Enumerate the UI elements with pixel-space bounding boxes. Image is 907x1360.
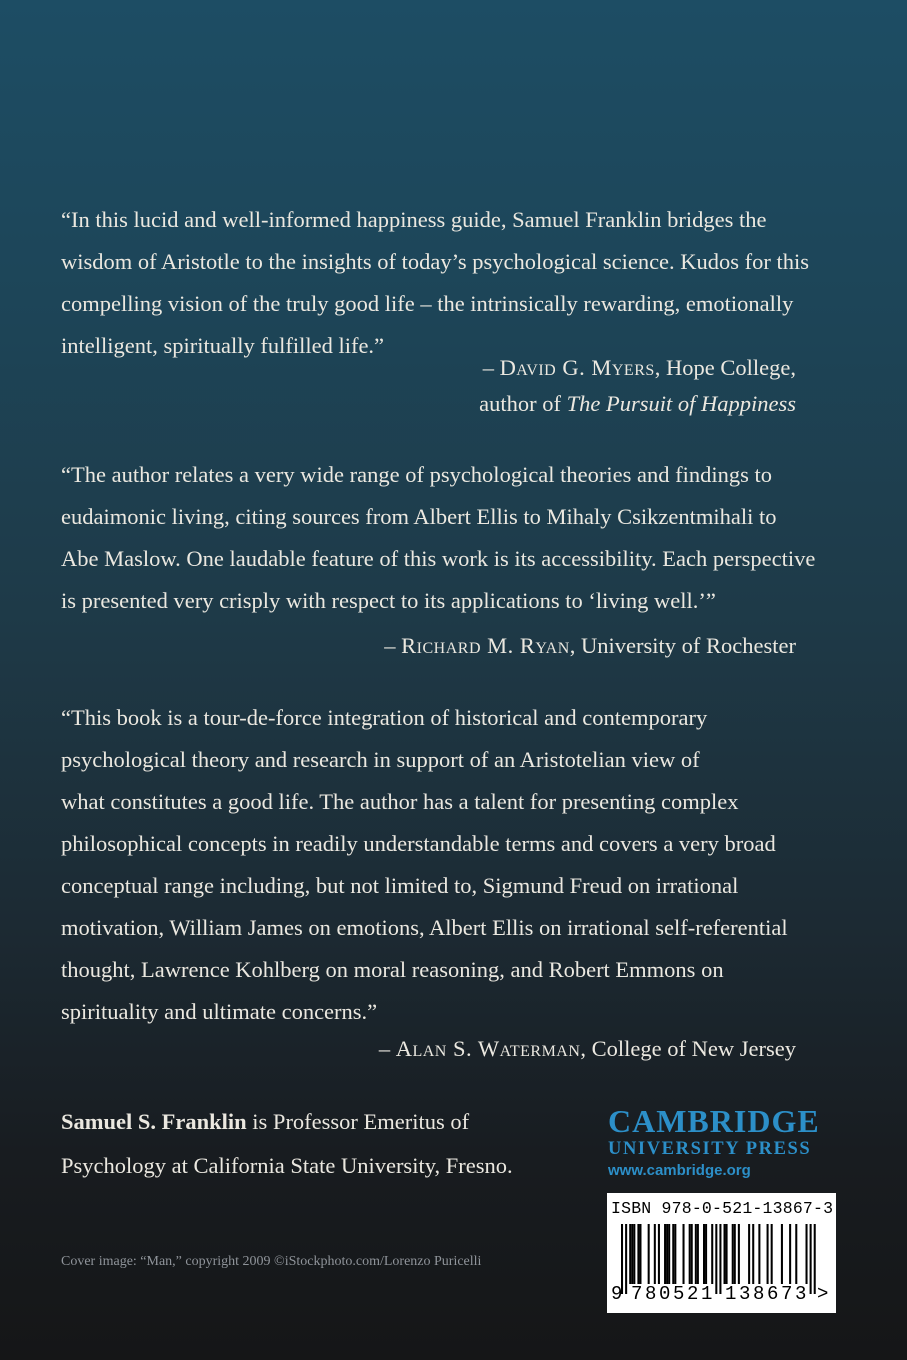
quote-1-attribution — [479, 350, 796, 422]
barcode-bar — [689, 1224, 691, 1284]
author-bio — [61, 1100, 513, 1188]
attribution-name: David G. Myers — [499, 355, 655, 380]
quote-2-attribution — [384, 628, 796, 664]
barcode-bar — [724, 1224, 726, 1284]
publisher-logo — [608, 1104, 836, 1182]
barcode-guard-bar — [719, 1224, 721, 1294]
barcode-bar — [726, 1224, 728, 1284]
publisher-subname: UNIVERSITY PRESS — [608, 1139, 812, 1159]
barcode-bar — [752, 1224, 754, 1284]
barcode-bar — [683, 1224, 685, 1284]
attribution-dash: – — [384, 633, 402, 658]
author-name: Samuel S. Franklin — [61, 1109, 247, 1134]
barcode-guard-bar — [810, 1224, 812, 1294]
barcode-bar — [672, 1224, 674, 1284]
barcode-bar — [697, 1224, 699, 1284]
quote-line: wisdom of Aristotle to the insights of today’s psychological science. Kudos for this — [61, 249, 810, 274]
attribution-name: Alan S. Waterman — [395, 1036, 581, 1061]
barcode-bar — [654, 1224, 656, 1284]
barcode-bar — [806, 1224, 808, 1284]
barcode-bar — [789, 1224, 791, 1284]
attribution-affiliation: , University of Rochester — [569, 633, 796, 658]
barcode-guard-bar — [625, 1224, 627, 1294]
cover-image-credit: Cover image: “Man,” copyright 2009 ©iStockphoto.com/Lorenzo Puricelli — [61, 1254, 482, 1269]
publisher-name: CAMBRIDGE — [608, 1103, 820, 1139]
barcode-bar — [734, 1224, 736, 1284]
barcode-bar — [695, 1224, 697, 1284]
barcode-bar — [691, 1224, 693, 1284]
attribution-dash: – — [378, 1036, 396, 1061]
barcode-bar — [648, 1224, 650, 1284]
quote-line: compelling vision of the truly good life – the intrinsically rewarding, emotionally — [61, 291, 794, 316]
barcode-digit-lead: 9 — [611, 1283, 623, 1305]
quote-3-attribution — [379, 1031, 796, 1067]
barcode-bar — [664, 1224, 666, 1284]
barcode-bar — [639, 1224, 641, 1284]
quote-line: “The author relates a very wide range of psychological theories and findings to — [61, 462, 773, 487]
quote-line: eudaimonic living, citing sources from Albert Ellis to Mihaly Csikzentmihali to — [61, 504, 777, 529]
quote-3 — [61, 697, 861, 1033]
barcode-guard-bar — [814, 1224, 816, 1294]
barcode-bar — [771, 1224, 773, 1284]
quote-line: what constitutes a good life. The author has a talent for presenting complex — [61, 789, 739, 814]
quote-line: philosophical concepts in readily understandable terms and covers a very broad — [61, 831, 776, 856]
barcode-bar — [767, 1224, 769, 1284]
quote-line: conceptual range including, but not limited to, Sigmund Freud on irrational — [61, 873, 739, 898]
barcode-bar — [658, 1224, 660, 1284]
barcode-bar — [703, 1224, 705, 1284]
barcode-bar — [732, 1224, 734, 1284]
bio-text: Psychology at California State University, Fresno. — [61, 1153, 513, 1178]
barcode-bar — [711, 1224, 713, 1284]
quote-1 — [61, 199, 861, 367]
barcode-bar — [629, 1224, 631, 1284]
barcode-bar — [666, 1224, 668, 1284]
barcode-bar — [668, 1224, 670, 1284]
isbn-text: ISBN 978-0-521-13867-3 — [611, 1199, 834, 1218]
quote-line: “In this lucid and well-informed happiness guide, Samuel Franklin bridges the — [61, 207, 767, 232]
quote-line: Abe Maslow. One laudable feature of this work is its accessibility. Each perspective — [61, 546, 816, 571]
attribution-affiliation: , Hope College, — [654, 355, 796, 380]
barcode-bar — [705, 1224, 707, 1284]
quote-line: spirituality and ultimate concerns.” — [61, 999, 378, 1024]
quote-line: intelligent, spiritually fulfilled life.” — [61, 333, 385, 358]
barcode-bar — [781, 1224, 783, 1284]
barcode-bar — [738, 1224, 740, 1284]
barcode-digits-right: 138673 — [725, 1283, 810, 1305]
barcode-guard-bar — [715, 1224, 717, 1294]
barcode-bar — [674, 1224, 676, 1284]
barcode-quiet-marker: > — [817, 1283, 829, 1305]
barcode-digits-left: 780521 — [631, 1283, 716, 1305]
bio-text: is Professor Emeritus of — [246, 1109, 470, 1134]
quote-line: motivation, William James on emotions, Albert Ellis on irrational self-referential — [61, 915, 788, 940]
attribution-affiliation: , College of New Jersey — [580, 1036, 796, 1061]
quote-line: psychological theory and research in support of an Aristotelian view of — [61, 747, 700, 772]
barcode-bar — [631, 1224, 633, 1284]
attribution-name: Richard M. Ryan — [401, 633, 570, 658]
publisher-url: www.cambridge.org — [608, 1162, 751, 1179]
barcode-bar — [633, 1224, 635, 1284]
quote-line: is presented very crisply with respect to its applications to ‘living well.’” — [61, 588, 716, 613]
isbn-barcode — [607, 1193, 836, 1313]
quote-line: thought, Lawrence Kohlberg on moral reasoning, and Robert Emmons on — [61, 957, 724, 982]
barcode-bar — [795, 1224, 797, 1284]
barcode-bar — [748, 1224, 750, 1284]
attribution-book-title: The Pursuit of Happiness — [566, 391, 796, 416]
barcode-bar — [758, 1224, 760, 1284]
attribution-prefix: author of — [479, 391, 567, 416]
attribution-dash: – — [482, 355, 500, 380]
quote-line: “This book is a tour-de-force integration of historical and contemporary — [61, 705, 708, 730]
quote-2 — [61, 454, 861, 622]
barcode-bar — [637, 1224, 639, 1284]
